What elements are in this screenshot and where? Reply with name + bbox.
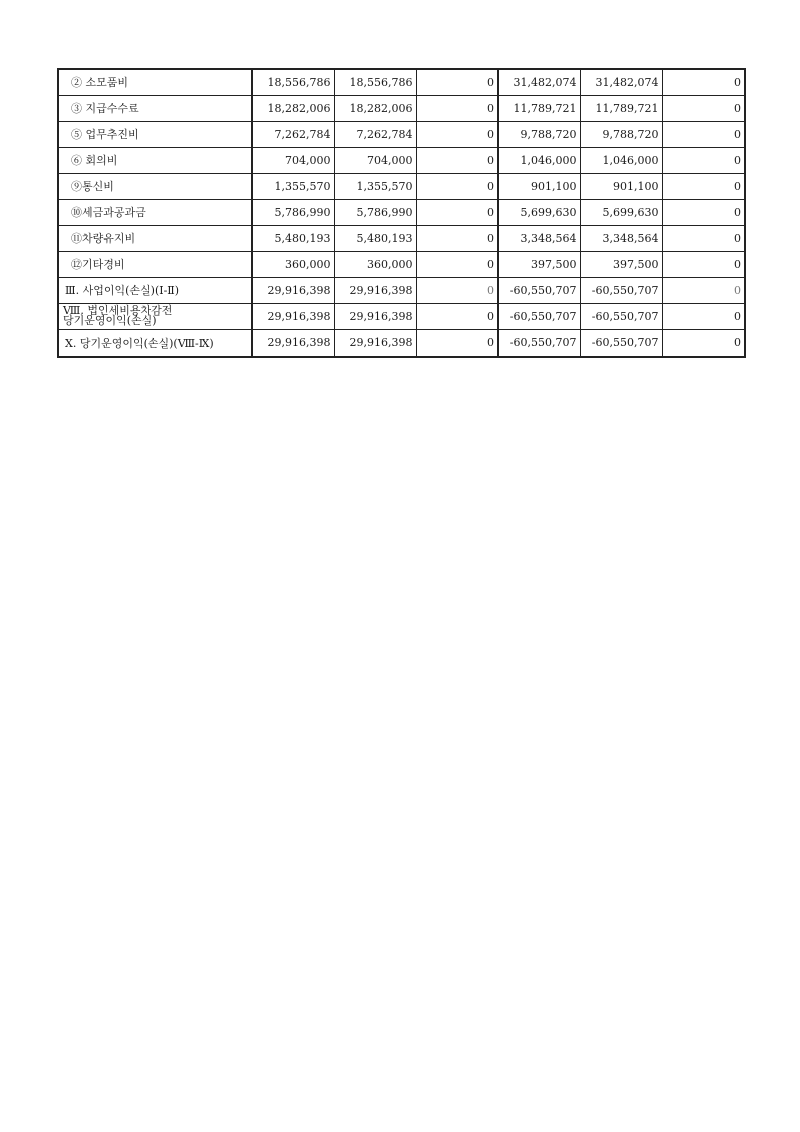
cell-value: 0 [662,303,745,329]
row-label: ⑩세금과공과금 [58,199,252,225]
cell-value: 0 [662,147,745,173]
cell-value: 0 [662,199,745,225]
cell-value: 31,482,074 [498,69,580,95]
cell-value: 31,482,074 [580,69,662,95]
row-label: ⑫기타경비 [58,251,252,277]
cell-value: 704,000 [334,147,416,173]
cell-value: 360,000 [252,251,334,277]
cell-value: -60,550,707 [498,277,580,303]
cell-value: 29,916,398 [252,329,334,357]
row-label: ⑨통신비 [58,173,252,199]
table-row [58,225,745,251]
cell-value: 5,480,193 [252,225,334,251]
cell-value: 9,788,720 [580,121,662,147]
cell-value: 29,916,398 [334,303,416,329]
cell-value: 18,282,006 [334,95,416,121]
cell-value: 704,000 [252,147,334,173]
cell-value: 0 [416,121,498,147]
row-label: ⑤ 업무추진비 [58,121,252,147]
cell-value: -60,550,707 [580,303,662,329]
cell-value: 901,100 [498,173,580,199]
cell-value: 1,355,570 [334,173,416,199]
cell-value: 0 [416,69,498,95]
cell-value: 18,282,006 [252,95,334,121]
row-label-line-2: 당기운영이익(손실) [63,314,157,327]
row-label: ③ 지급수수료 [58,95,252,121]
cell-value: 0 [416,147,498,173]
financial-statement-table [57,68,746,358]
row-label: ② 소모품비 [58,69,252,95]
cell-value: 11,789,721 [580,95,662,121]
cell-value: 397,500 [498,251,580,277]
cell-value: 0 [416,95,498,121]
cell-value: 5,699,630 [498,199,580,225]
cell-value: 0 [662,121,745,147]
cell-value: 1,355,570 [252,173,334,199]
cell-value: 5,480,193 [334,225,416,251]
cell-value: 0 [416,277,498,303]
row-label-line-1: Ⅷ. 법인세비용차감전 [63,304,173,317]
cell-value: 29,916,398 [252,277,334,303]
table-row [58,95,745,121]
table-row [58,121,745,147]
cell-value: 5,699,630 [580,199,662,225]
row-label [58,303,252,329]
cell-value: 29,916,398 [252,303,334,329]
cell-value: 3,348,564 [498,225,580,251]
cell-value: 0 [662,225,745,251]
cell-value: 0 [662,251,745,277]
cell-value: 29,916,398 [334,277,416,303]
cell-value: -60,550,707 [498,303,580,329]
table-row [58,147,745,173]
cell-value: -60,550,707 [580,329,662,357]
table-row [58,199,745,225]
cell-value: 7,262,784 [334,121,416,147]
cell-value: 0 [416,225,498,251]
cell-value: 0 [416,329,498,357]
cell-value: 0 [662,69,745,95]
table-row [58,251,745,277]
cell-value: -60,550,707 [580,277,662,303]
cell-value: 0 [416,173,498,199]
cell-value: 0 [662,329,745,357]
cell-value: 901,100 [580,173,662,199]
cell-value: 9,788,720 [498,121,580,147]
cell-value: 1,046,000 [580,147,662,173]
table-row [58,329,745,357]
cell-value: 0 [416,199,498,225]
table-row [58,277,745,303]
row-label: Ⅲ. 사업이익(손실)(Ⅰ-Ⅱ) [58,277,252,303]
row-label: Ⅹ. 당기운영이익(손실)(Ⅷ-Ⅸ) [58,329,252,357]
cell-value: 5,786,990 [334,199,416,225]
cell-value: 0 [662,277,745,303]
row-label: ⑪차량유지비 [58,225,252,251]
cell-value: 11,789,721 [498,95,580,121]
cell-value: 360,000 [334,251,416,277]
cell-value: 29,916,398 [334,329,416,357]
cell-value: 18,556,786 [252,69,334,95]
cell-value: 0 [662,173,745,199]
cell-value: 0 [662,95,745,121]
table-row [58,303,745,329]
cell-value: 1,046,000 [498,147,580,173]
cell-value: 397,500 [580,251,662,277]
cell-value: 5,786,990 [252,199,334,225]
table-row [58,69,745,95]
cell-value: 0 [416,251,498,277]
table-row [58,173,745,199]
cell-value: 18,556,786 [334,69,416,95]
cell-value: -60,550,707 [498,329,580,357]
row-label: ⑥ 회의비 [58,147,252,173]
cell-value: 3,348,564 [580,225,662,251]
cell-value: 0 [416,303,498,329]
cell-value: 7,262,784 [252,121,334,147]
